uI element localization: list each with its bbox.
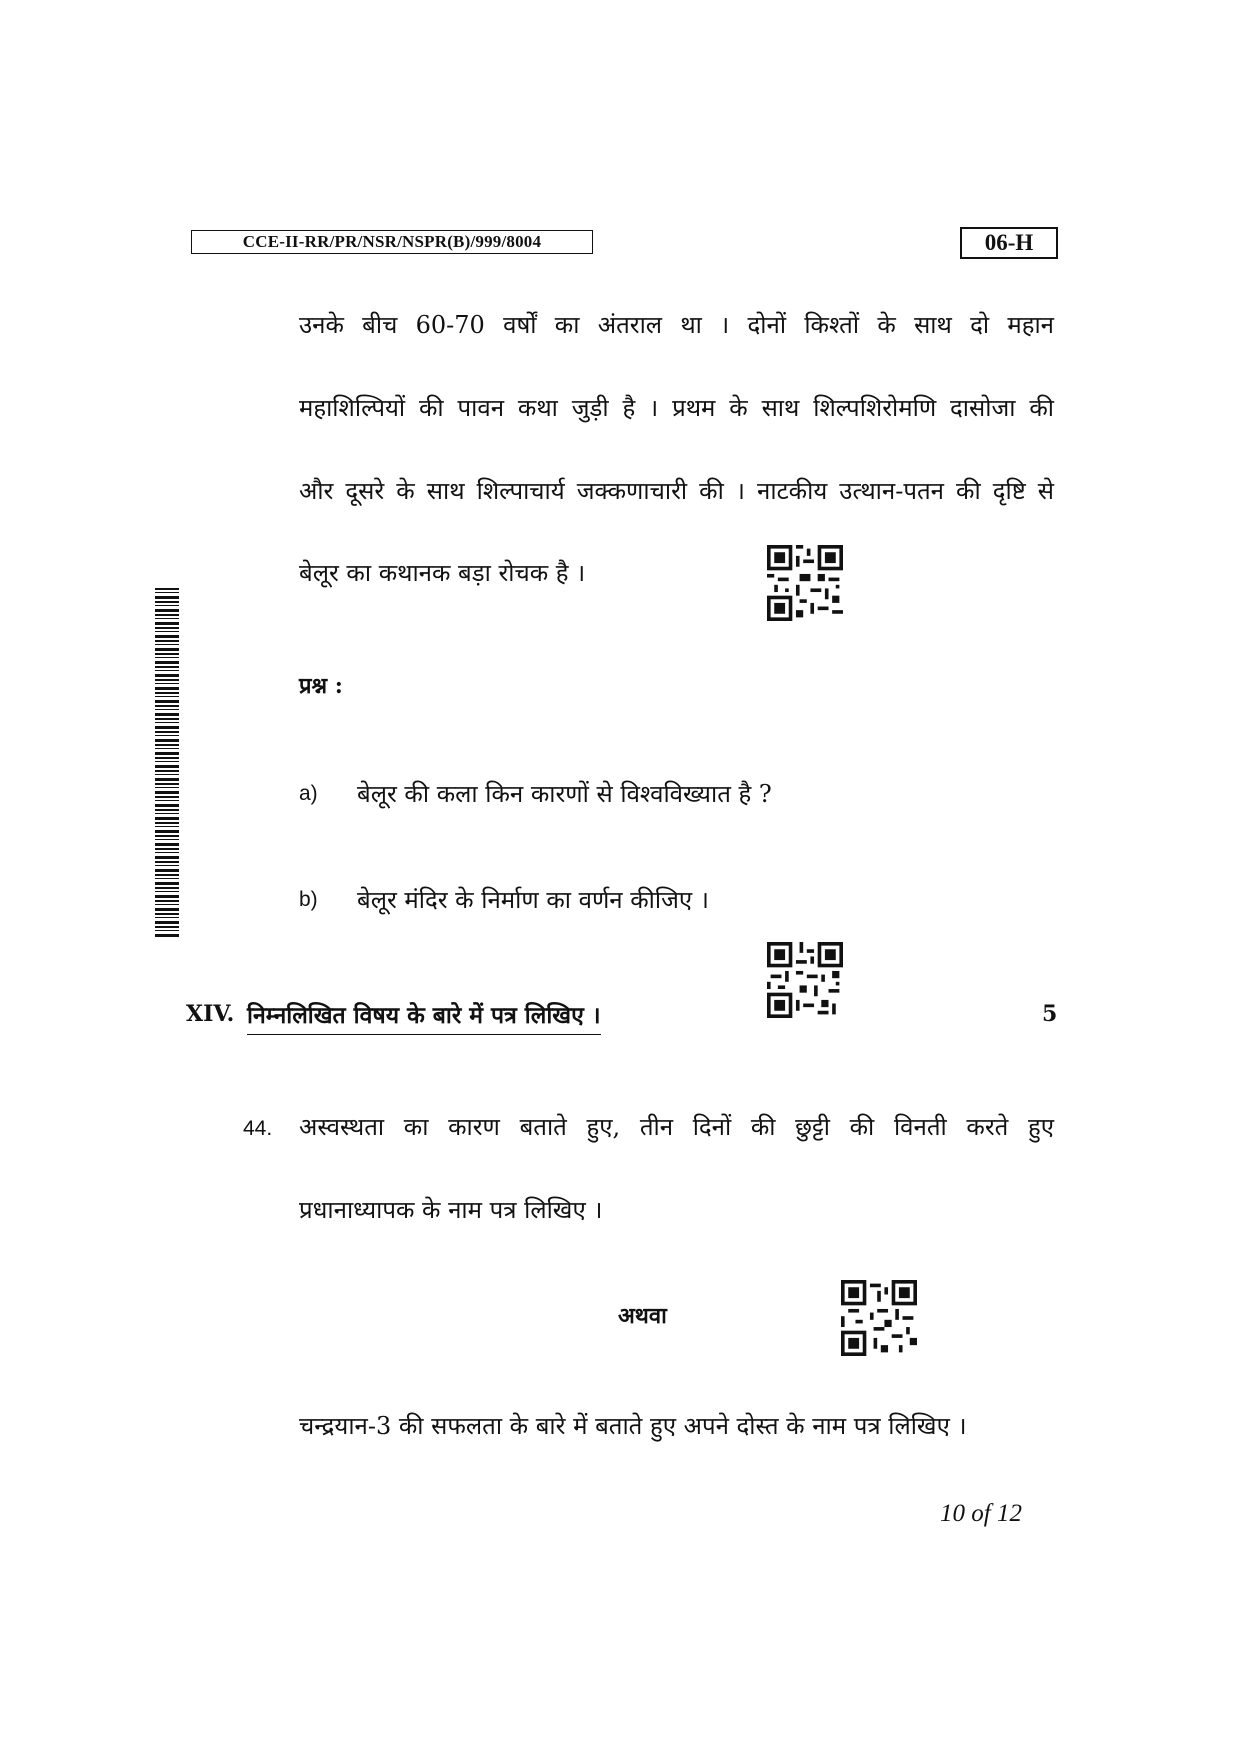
or-separator: अथवा <box>618 1303 667 1329</box>
qr-code-icon <box>767 942 843 1018</box>
passage-line: महाशिल्पियों की पावन कथा जुड़ी है । प्रथम के साथ शिल्पशिरोमणि दासोजा की <box>299 394 1054 422</box>
passage-line: बेलूर का कथानक बड़ा रोचक है । <box>299 559 586 587</box>
page-number: 10 of 12 <box>940 1500 1022 1527</box>
section-number: XIV. <box>186 1001 235 1027</box>
question-text: बेलूर मंदिर के निर्माण का वर्णन कीजिए । <box>357 886 709 914</box>
paper-set: 06-H <box>960 227 1058 259</box>
qr-code-icon <box>841 1280 917 1356</box>
question-line: प्रधानाध्यापक के नाम पत्र लिखिए । <box>299 1196 603 1224</box>
paper-code: CCE-II-RR/PR/NSR/NSPR(B)/999/8004 <box>191 230 593 254</box>
question-text: बेलूर की कला किन कारणों से विश्वविख्यात है ? <box>357 780 772 808</box>
section-marks: 5 <box>1042 1001 1058 1027</box>
question-number: 44. <box>243 1117 273 1140</box>
question-label: a) <box>299 782 318 805</box>
barcode-icon <box>155 588 179 938</box>
question-label: b) <box>299 888 318 911</box>
question-line: अस्वस्थता का कारण बताते हुए, तीन दिनों की छुट्टी की विनती करते हुए <box>299 1113 1054 1141</box>
qr-code-icon <box>767 545 843 621</box>
questions-heading: प्रश्न : <box>299 673 343 699</box>
section-title: निम्नलिखित विषय के बारे में पत्र लिखिए । <box>247 998 601 1035</box>
passage-line: और दूसरे के साथ शिल्पाचार्य जक्कणाचारी की । नाटकीय उत्थान-पतन की दृष्टि से <box>299 477 1054 505</box>
alternate-question: चन्द्रयान-3 की सफलता के बारे में बताते हुए अपने दोस्त के नाम पत्र लिखिए । <box>299 1412 967 1440</box>
passage-line: उनके बीच 60-70 वर्षों का अंतराल था । दोनों किश्तों के साथ दो महान <box>299 311 1054 339</box>
